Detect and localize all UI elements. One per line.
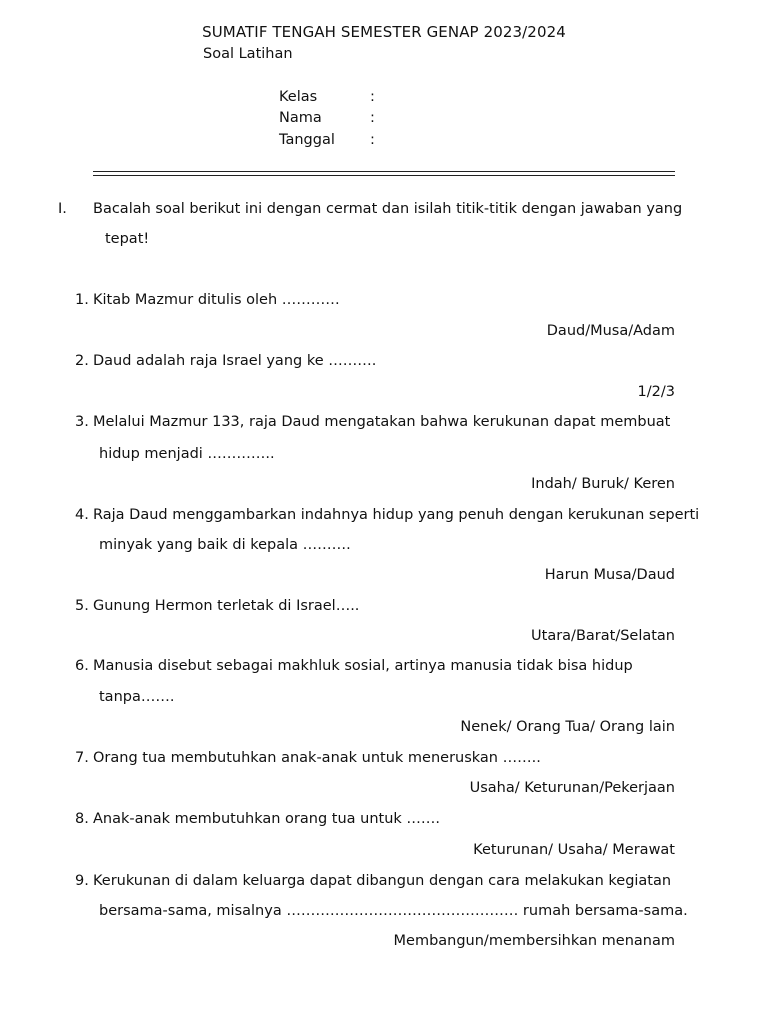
question-text: Gunung Hermon terletak di Israel….. [93,598,360,614]
question-options: Usaha/ Keturunan/Pekerjaan [469,780,675,796]
question-number: 1. [75,292,89,308]
section-number: I. [58,201,67,217]
question-options: 1/2/3 [637,384,675,400]
question-number: 5. [75,598,89,614]
page-subtitle: Soal Latihan [203,46,293,62]
field-label-nama: Nama [279,110,322,126]
question-options: Indah/ Buruk/ Keren [531,476,675,492]
question-options: Nenek/ Orang Tua/ Orang lain [460,719,675,735]
header-divider-top [93,171,675,172]
question-text: Kerukunan di dalam keluarga dapat dibangun dengan cara melakukan kegiatan [93,873,672,889]
question-number: 7. [75,750,89,766]
question-text: Kitab Mazmur ditulis oleh ………… [93,292,340,308]
question-number: 8. [75,811,89,827]
question-number: 9. [75,873,89,889]
question-options: Membangun/membersihkan menanam [393,933,675,949]
question-text-continued: bersama-sama, misalnya ………………………………………… rumah bersama-sama. [99,903,688,919]
question-text: Daud adalah raja Israel yang ke ………. [93,353,377,369]
question-text: Orang tua membutuhkan anak-anak untuk meneruskan …….. [93,750,541,766]
question-options: Harun Musa/Daud [544,567,675,583]
field-colon-tanggal: : [370,132,375,148]
page-title: SUMATIF TENGAH SEMESTER GENAP 2023/2024 [202,23,566,41]
question-text: Melalui Mazmur 133, raja Daud mengatakan bahwa kerukunan dapat membuat [93,414,671,430]
field-colon-kelas: : [370,89,375,105]
question-text-continued: tanpa……. [99,689,175,705]
question-options: Keturunan/ Usaha/ Merawat [473,842,675,858]
question-text-continued: hidup menjadi ………….. [99,446,275,462]
section-instruction-line2: tepat! [105,231,150,247]
question-number: 4. [75,507,89,523]
question-number: 6. [75,658,89,674]
section-instruction-line1: Bacalah soal berikut ini dengan cermat dan isilah titik-titik dengan jawaban yang [93,201,683,217]
field-label-kelas: Kelas [279,89,318,105]
question-text-continued: minyak yang baik di kepala ………. [99,537,351,553]
question-number: 3. [75,414,89,430]
question-options: Utara/Barat/Selatan [531,628,675,644]
question-text: Raja Daud menggambarkan indahnya hidup yang penuh dengan kerukunan seperti [93,507,700,523]
question-options: Daud/Musa/Adam [546,323,675,339]
header-divider-bottom [93,175,675,176]
field-colon-nama: : [370,110,375,126]
question-number: 2. [75,353,89,369]
question-text: Manusia disebut sebagai makhluk sosial, artinya manusia tidak bisa hidup [93,658,633,674]
question-text: Anak-anak membutuhkan orang tua untuk ……. [93,811,441,827]
field-label-tanggal: Tanggal [279,132,335,148]
